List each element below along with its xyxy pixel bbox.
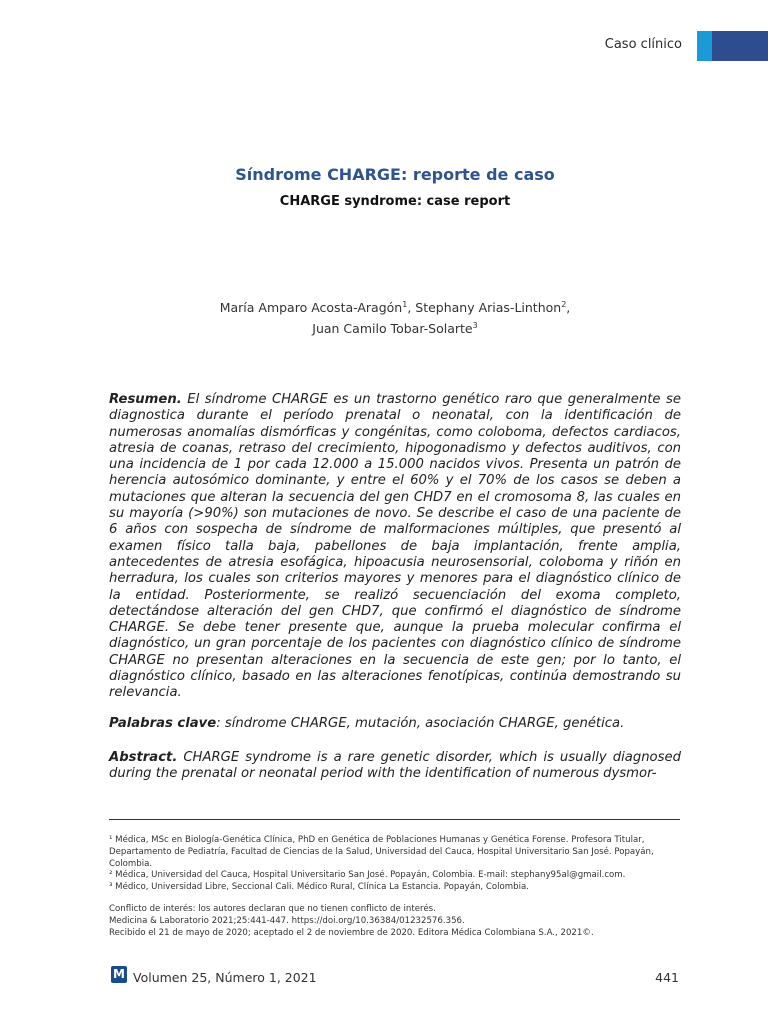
author-name: Stephany Arias-Linthon (415, 300, 562, 316)
affiliation-mark: 3 (472, 321, 478, 331)
conflict-statement: Conflicto de interés: los autores declaran que no tienen conflicto de interés. (109, 903, 436, 914)
header-block (712, 31, 768, 61)
author-list (0, 296, 768, 338)
footnote-3: ³ Médico, Universidad Libre, Seccional Cali. Médico Rural, Clínica La Estancia. Popayán, Colombia. (109, 882, 529, 893)
affiliation-mark: 1 (402, 300, 408, 309)
page-number: 441 (655, 970, 679, 985)
abstract-spanish (109, 392, 681, 702)
abstract-text: El síndrome CHARGE es un trastorno genético raro que generalmente se diagnostica durante el período prenatal o neonatal, con la identificación de numerosas anomalías dismórficas y congénitas, como coloboma, defectos cardiacos, atresia de coanas, retraso del crecimiento, hipogonadismo y defectos auditivos, con una incidencia de 1 por cada 12.000 a 15.000 nacidos vivos. Presenta un patrón de herencia autosómico dominante, y entre el 60% y el 70% de los casos se deben a mutaciones que alteran la secuencia del gen CHD7 en el cromosoma 8, las cuales en su mayoría (>90%) son mutaciones de novo. Se describe el caso de una paciente de 6 años con sospecha de síndrome de malformaciones múltiples, que presentó al examen físico talla baja, pabellones de baja implantación, frente amplia, antecedentes de atresia esofágica, hipoacusia neurosensorial, coloboma y riñón en herradura, los cuales son criterios mayores y menores para el diagnóstico clínico de la entidad. Posteriormente, se realizó secuenciación del exoma completo, detectándose alteración del gen CHD7, que confirmó el diagnóstico de síndrome CHARGE. Se debe tener presente que, aunque la prueba molecular confirma el diagnóstico, un gran porcentaje de los pacientes con diagnóstico clínico de síndrome CHARGE no presentan alteraciones en la secuencia de este gen; por lo tanto, el diagnóstico clínico, basado en las alteraciones fenotípicas, continúa demostrando su relevancia. (109, 392, 681, 701)
citation-line: Medicina & Laboratorio 2021;25:441-447. https://doi.org/10.36384/01232576.356. (109, 915, 465, 926)
footnote-divider (109, 819, 680, 820)
article-title-english: CHARGE syndrome: case report (279, 194, 511, 209)
section-label: Caso clínico (604, 37, 682, 52)
abstract-english (109, 750, 681, 783)
footnote-gap (109, 894, 684, 904)
volume-info: Volumen 25, Número 1, 2021 (133, 970, 317, 985)
footnotes (109, 835, 684, 939)
keywords-colon: : (216, 716, 221, 731)
keywords-label: Palabras clave (109, 716, 217, 731)
logo-letter: M (113, 967, 125, 981)
abstract-label: Abstract. (109, 750, 178, 765)
affiliation-mark: 2 (561, 300, 567, 309)
abstract-text: CHARGE syndrome is a rare genetic disorder, which is usually diagnosed during the prenatal or neonatal period with the identification of numerous dysmor- (109, 750, 681, 782)
footnote-1: ¹ Médica, MSc en Biología-Genética Clínica, PhD en Genética de Poblaciones Humanas y Genética Forense. Profesora Titular, Departamento de Pediatría, Facultad de Ciencias de la Salud, Universidad del Cauca, Hospital Universitario San José. Popayán, Colombia. (109, 835, 654, 869)
author-name: María Amparo Acosta-Aragón (219, 300, 403, 316)
author-separator: , (566, 300, 571, 316)
journal-logo-icon (111, 966, 127, 983)
author-line-1 (0, 296, 768, 317)
author-separator: , (407, 300, 416, 316)
author-name: Juan Camilo Tobar-Solarte (312, 321, 473, 337)
keywords (109, 716, 681, 732)
keywords-text: síndrome CHARGE, mutación, asociación CHARGE, genética. (220, 716, 625, 731)
header-accent-bar (697, 31, 712, 61)
received-line: Recibido el 21 de mayo de 2020; aceptado el 2 de noviembre de 2020. Editora Médica Colombiana S.A., 2021©. (109, 927, 594, 938)
author-line-2 (0, 317, 768, 338)
article-title-spanish: Síndrome CHARGE: reporte de caso (235, 165, 555, 184)
abstract-label: Resumen. (109, 392, 182, 407)
footnote-2: ² Médica, Universidad del Cauca, Hospital Universitario San José. Popayán, Colombia. E-mail: stephany95al@gmail.com. (109, 870, 626, 881)
